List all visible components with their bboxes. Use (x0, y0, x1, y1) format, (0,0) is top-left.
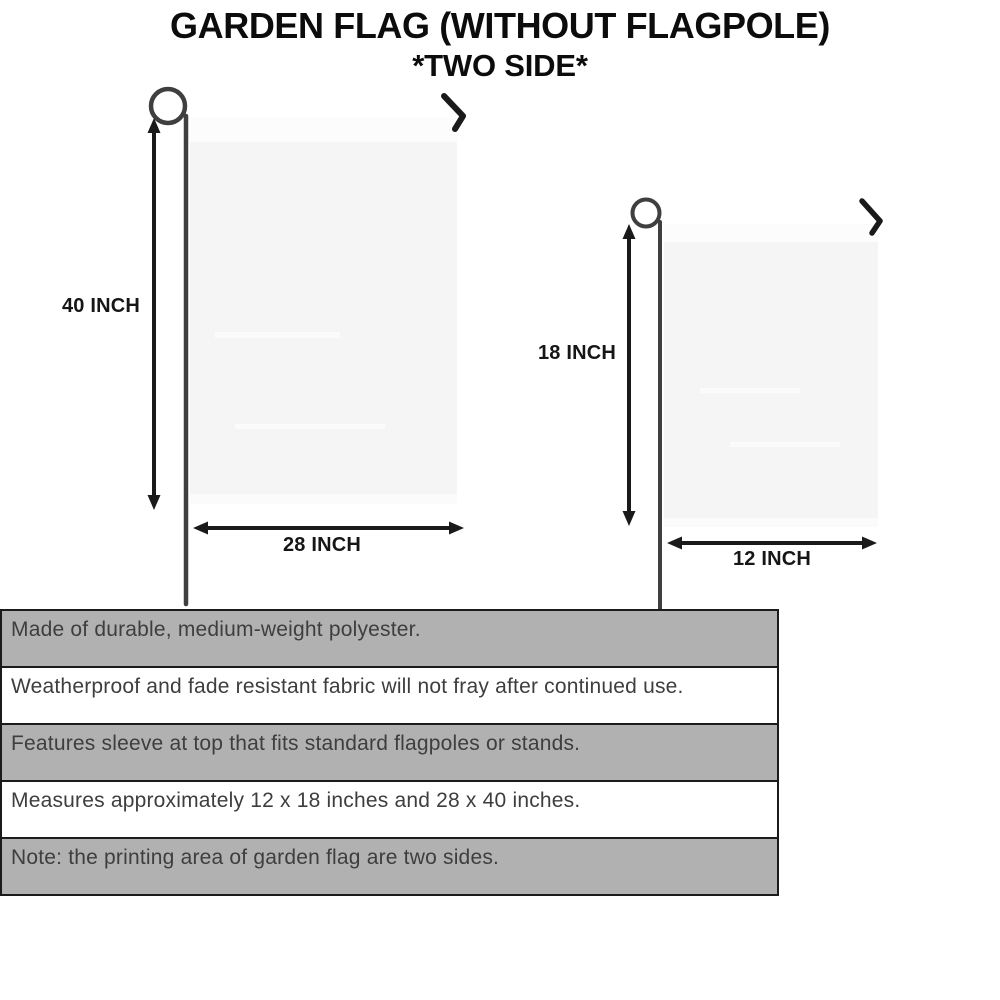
spec-row-text: Measures approximately 12 x 18 inches and 28 x 40 inches. (11, 789, 581, 812)
small-flag-fabric (664, 224, 878, 527)
small-flag-height-arrow (623, 224, 636, 526)
large-flag-fabric (190, 118, 457, 504)
large-flag-figure (148, 89, 465, 604)
spec-row (0, 723, 779, 782)
large-flagpole-loop-icon (151, 89, 185, 123)
large-flag-width-arrow (193, 522, 464, 535)
large-flag-height-label: 40 INCH (61, 295, 141, 317)
spec-row-text: Note: the printing area of garden flag are two sides. (11, 846, 500, 869)
small-flag-width-label: 12 INCH (732, 548, 812, 570)
large-flag-sleeve (190, 118, 457, 142)
page-subtitle: *TWO SIDE* (412, 48, 588, 84)
spec-row (0, 666, 779, 725)
spec-row-text: Weatherproof and fade resistant fabric will not fray after continued use. (11, 675, 684, 698)
small-flagpole-loop-icon (633, 200, 660, 227)
spec-row-text: Features sleeve at top that fits standard flagpoles or stands. (11, 732, 581, 755)
spec-row-text: Made of durable, medium-weight polyester. (11, 618, 421, 641)
spec-row (0, 609, 779, 668)
product-specs-table (0, 609, 779, 896)
small-flag-sleeve (664, 224, 878, 242)
small-flag-height-label: 18 INCH (537, 342, 617, 364)
large-flag-width-label: 28 INCH (282, 534, 362, 556)
page-title: GARDEN FLAG (WITHOUT FLAGPOLE) (170, 5, 830, 46)
spec-row (0, 837, 779, 896)
spec-row (0, 780, 779, 839)
